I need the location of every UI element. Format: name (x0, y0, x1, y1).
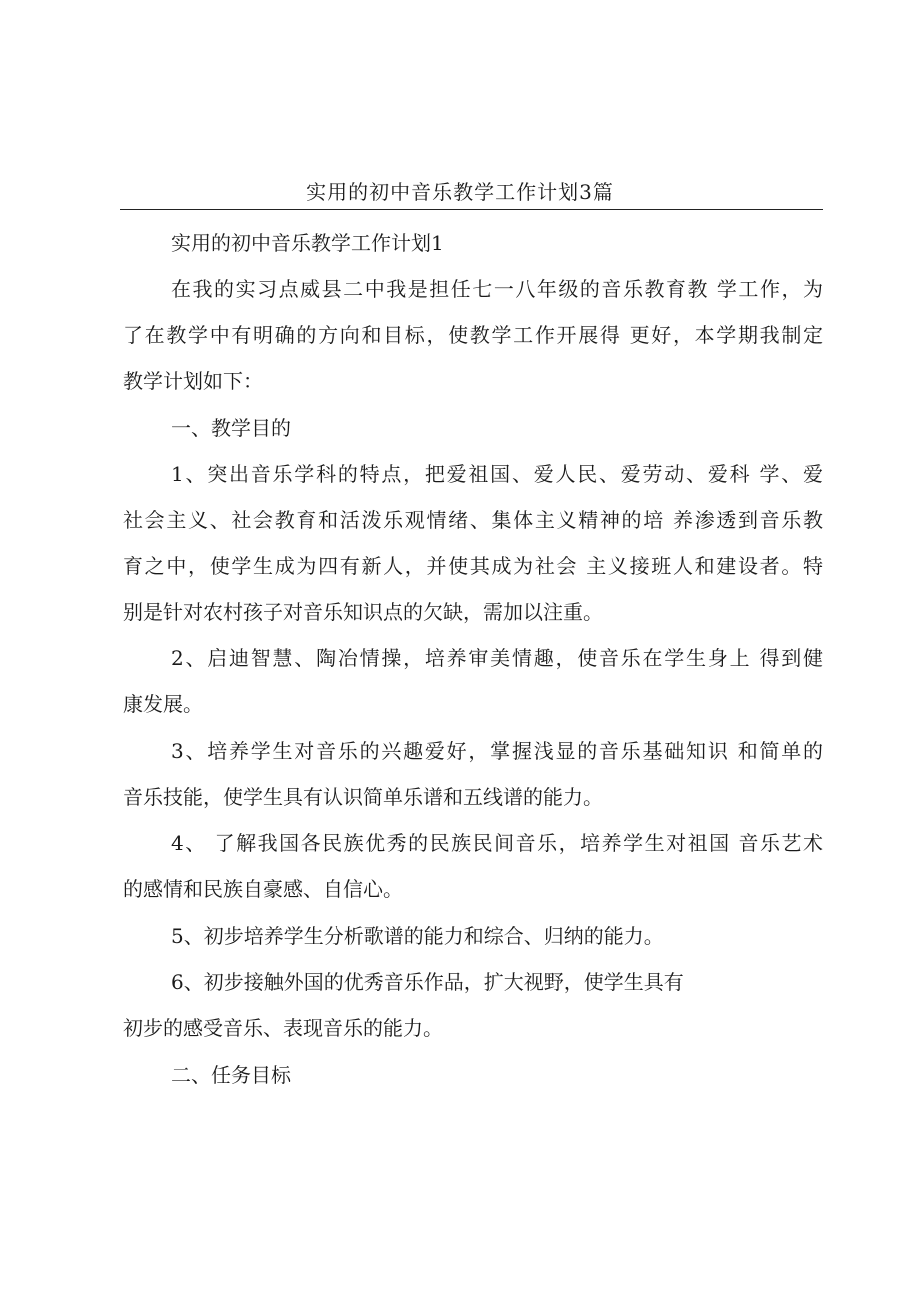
section-subtitle: 实用的初中音乐教学工作计划1 (171, 231, 444, 255)
paragraph-line: 育之中，使学生成为四有新人，并使其成为社会 主义接班人和建设者。特 (123, 554, 823, 578)
title-underline (120, 209, 823, 210)
paragraph-line: 2、启迪智慧、陶冶情操，培养审美情趣，使音乐在学生身上 得到健 (171, 646, 823, 670)
paragraph-line: 社会主义、社会教育和活泼乐观情绪、集体主义精神的培 养渗透到音乐教 (123, 508, 823, 532)
paragraph-line: 康发展。 (123, 692, 203, 716)
paragraph-line: 音乐技能，使学生具有认识简单乐谱和五线谱的能力。 (123, 785, 603, 809)
section-heading: 一、教学目的 (171, 416, 291, 440)
paragraph-line: 6、初步接触外国的优秀音乐作品，扩大视野，使学生具有 (171, 970, 684, 994)
paragraph-line: 别是针对农村孩子对音乐知识点的欠缺，需加以注重。 (123, 600, 603, 624)
document-body (123, 228, 823, 1090)
paragraph-line: 初步的感受音乐、表现音乐的能力。 (123, 1016, 443, 1040)
paragraph-line: 5、初步培养学生分析歌谱的能力和综合、归纳的能力。 (171, 924, 664, 948)
paragraph-line: 1、突出音乐学科的特点，把爱祖国、爱人民、爱劳动、爱科 学、爱 (171, 462, 823, 486)
paragraph-line: 教学计划如下： (123, 369, 263, 393)
paragraph-line: 了在教学中有明确的方向和目标，使教学工作开展得 更好，本学期我制定 (123, 323, 823, 347)
paragraph-line: 在我的实习点威县二中我是担任七一八年级的音乐教育教 学工作，为 (171, 277, 823, 301)
paragraph-line: 4、 了解我国各民族优秀的民族民间音乐，培养学生对祖国 音乐艺术 (171, 831, 823, 855)
document-title: 实用的初中音乐教学工作计划3篇 (306, 180, 614, 204)
paragraph-line: 的感情和民族自豪感、自信心。 (123, 877, 403, 901)
section-heading: 二、任务目标 (171, 1063, 291, 1087)
paragraph-line: 3、培养学生对音乐的兴趣爱好，掌握浅显的音乐基础知识 和简单的 (171, 739, 823, 763)
